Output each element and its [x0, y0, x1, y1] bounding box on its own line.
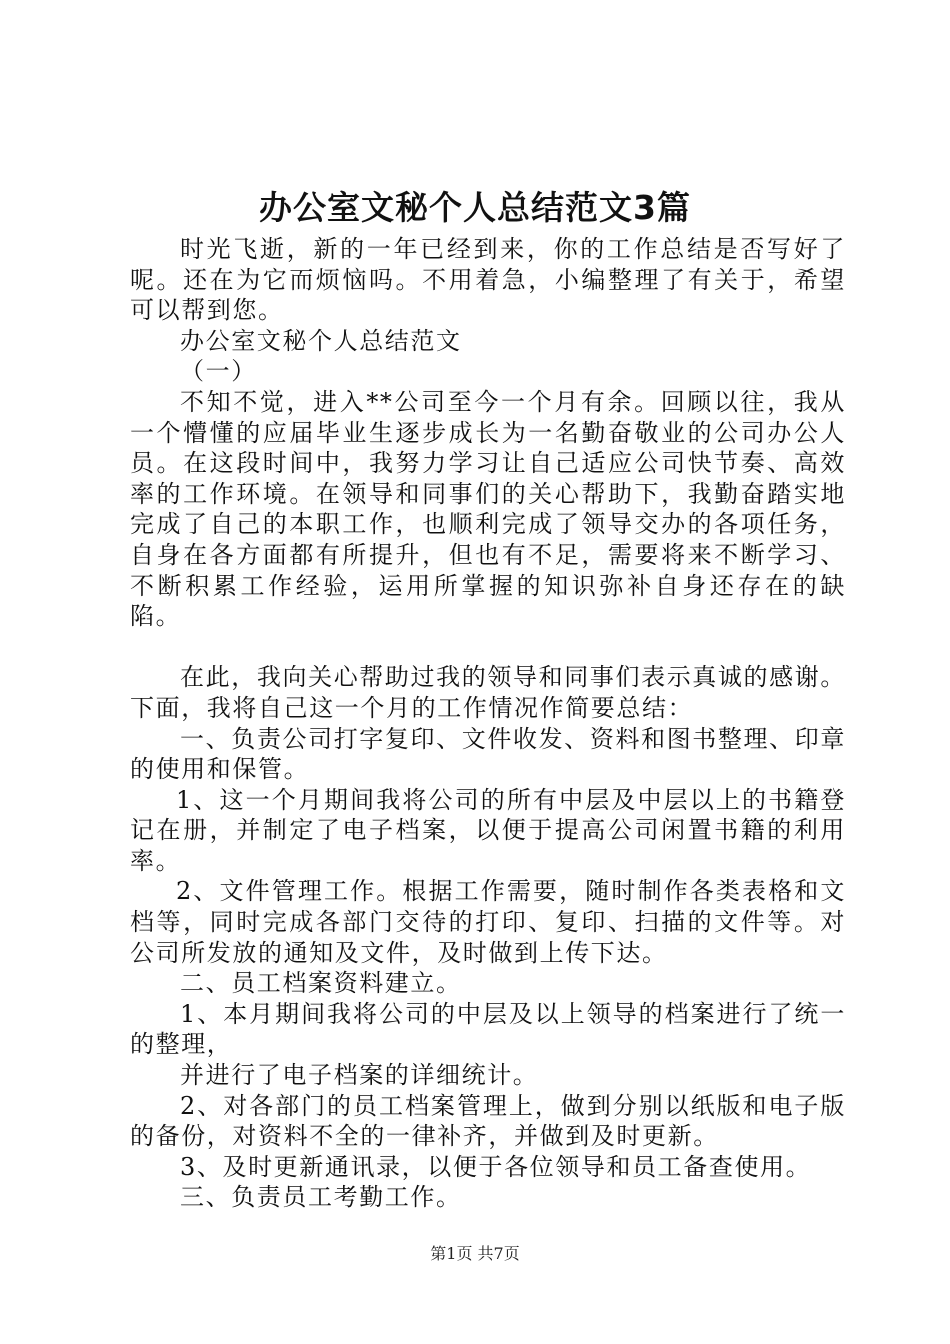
document-body: [130, 234, 846, 1213]
paragraph-body: 不知不觉，进入**公司至今一个月有余。回顾以往，我从一个懵懂的应届毕业生逐步成长为一名勤奋敬业的公司办公人员。在这段时间中，我努力学习让自己适应公司快节奏、高效率的工作环境。在领导和同事们的关心帮助下，我勤奋踏实地完成了自己的本职工作，也顺利完成了领导交办的各项任务，自身在各方面都有所提升，但也有不足，需要将来不断学习、不断积累工作经验，运用所掌握的知识弥补自身还存在的缺陷。: [130, 387, 846, 631]
document-title: 办公室文秘个人总结范文3篇: [259, 188, 691, 227]
paragraph-heading-three: 三、负责员工考勤工作。: [180, 1183, 462, 1212]
paragraph-heading-two: 二、员工档案资料建立。: [180, 969, 462, 998]
paragraph-section-marker: （一）: [180, 357, 257, 386]
paragraph-item: 1、本月期间我将公司的中层及以上领导的档案进行了统一的整理，: [130, 999, 846, 1059]
paragraph-item: 2、对各部门的员工档案管理上，做到分别以纸版和电子版的备份，对资料不全的一律补齐，并做到及时更新。: [130, 1091, 846, 1151]
paragraph-thanks: 在此，我向关心帮助过我的领导和同事们表示真诚的感谢。下面，我将自己这一个月的工作情况作简要总结：: [130, 663, 846, 722]
paragraph-intro: 时光飞逝，新的一年已经到来，你的工作总结是否写好了呢。还在为它而烦恼吗。不用着急，小编整理了有关于，希望可以帮到您。: [130, 235, 846, 325]
paragraph-item: 1、这一个月期间我将公司的所有中层及中层以上的书籍登记在册，并制定了电子档案，以便于提高公司闲置书籍的利用率。: [130, 785, 846, 875]
paragraph-item: 3、及时更新通讯录，以便于各位领导和员工备查使用。: [180, 1152, 812, 1181]
paragraph-subtitle: 办公室文秘个人总结范文: [180, 326, 462, 355]
paragraph-item: 并进行了电子档案的详细统计。: [180, 1061, 539, 1090]
page-number: 第1页 共7页: [430, 1244, 520, 1263]
paragraph-heading-one: 一、负责公司打字复印、文件收发、资料和图书整理、印章的使用和保管。: [130, 724, 846, 784]
paragraph-item: 2、文件管理工作。根据工作需要，随时制作各类表格和文档等，同时完成各部门交待的打印、复印、扫描的文件等。对公司所发放的通知及文件，及时做到上传下达。: [130, 877, 846, 967]
